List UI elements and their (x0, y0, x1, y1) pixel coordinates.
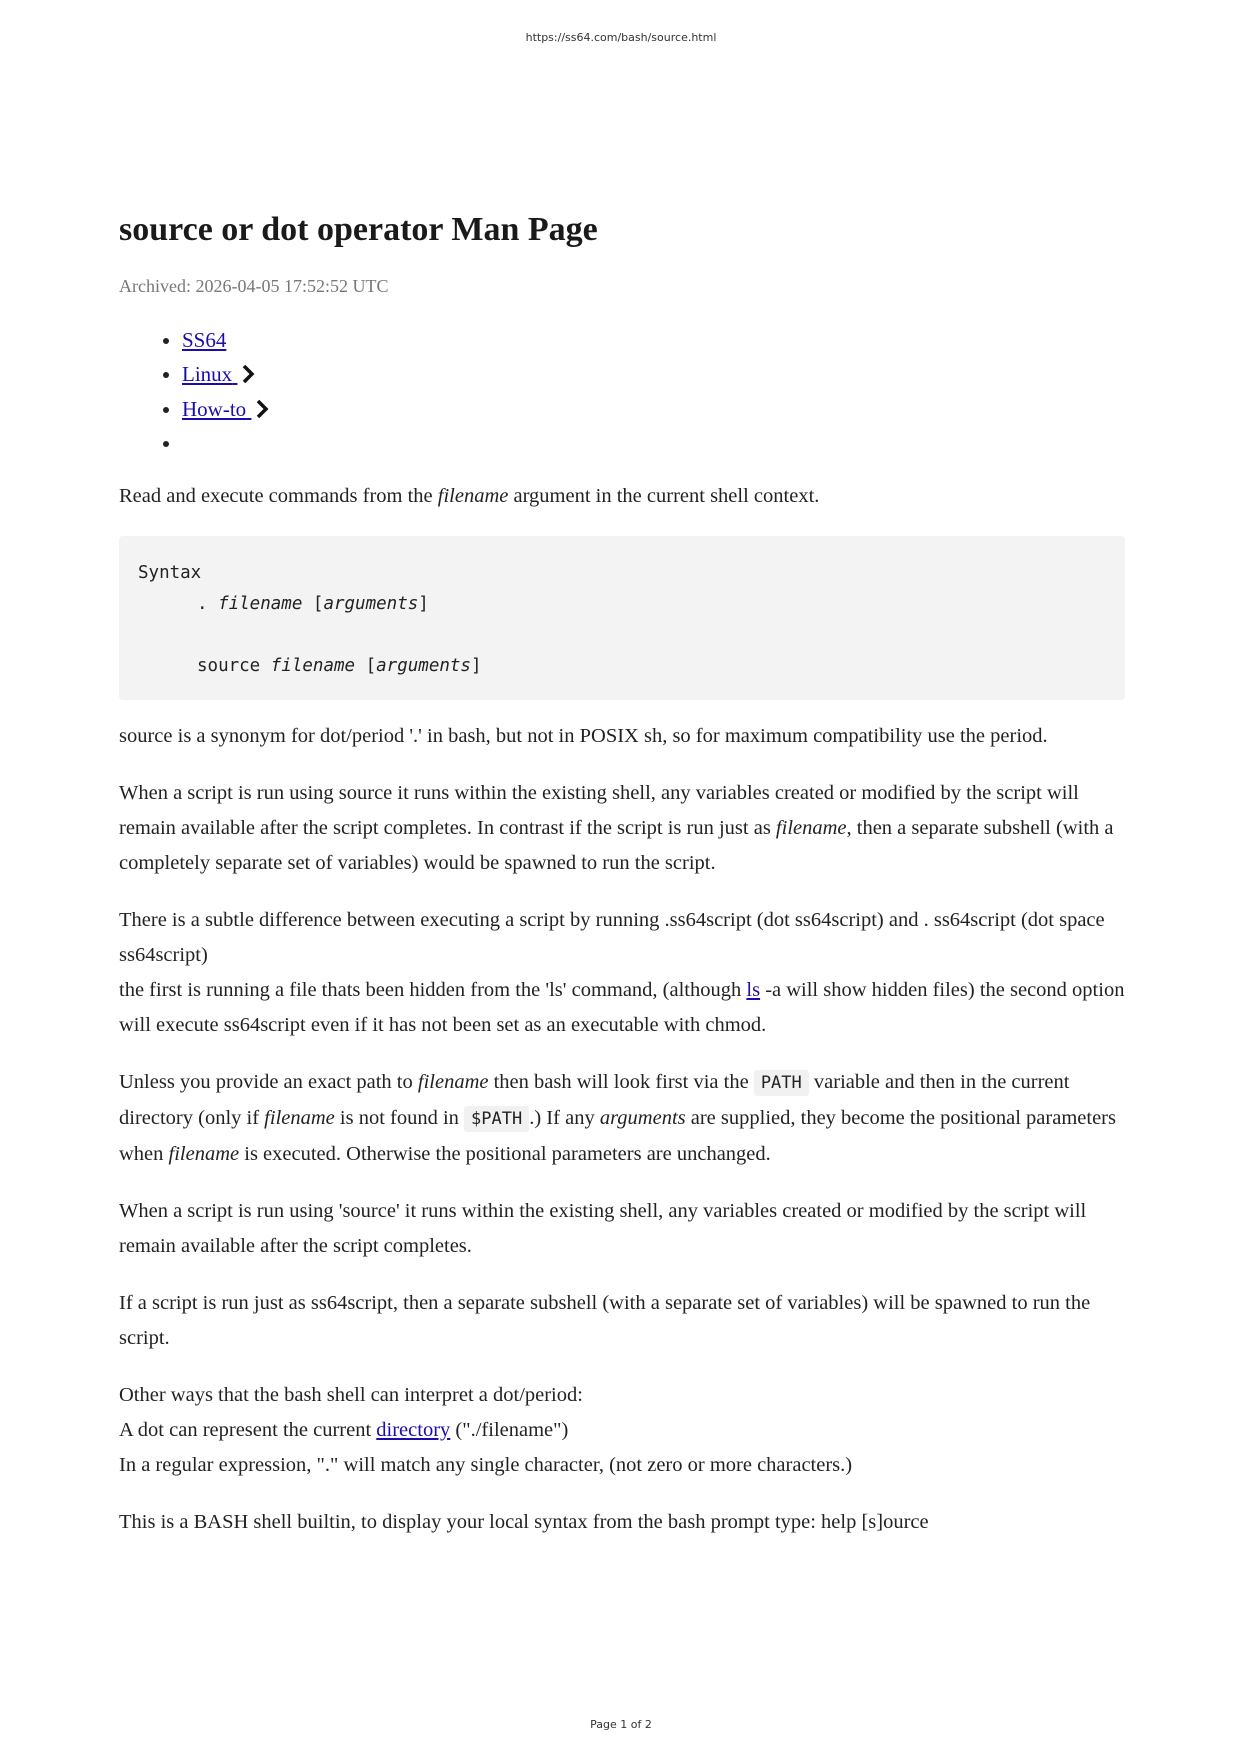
chevron-right-icon (255, 399, 269, 419)
print-header-url: https://ss64.com/bash/source.html (525, 31, 717, 44)
syntax-block (119, 536, 1125, 700)
syntax-line-source: source filename [arguments] (197, 655, 482, 676)
syntax-heading: Syntax (138, 562, 202, 583)
path-paragraph: Unless you provide an exact path to filename then bash will look first via the PATH variable and then in the current directory (only if filename is not found in $PATH .) If any arguments are supplied, they become the positional parameters when filename is executed. Otherwise the positional parameters are unchanged. (119, 1070, 1116, 1165)
page-title: source or dot operator Man Page (119, 211, 598, 248)
other-ways-paragraph: Other ways that the bash shell can interpret a dot/period: A dot can represent the current directory ("./filename") In a regular expression, "." will match any single character, (not zero or more characters.) (119, 1383, 853, 1476)
breadcrumb-link-ss64[interactable]: SS64 (182, 327, 227, 352)
difference-paragraph: There is a subtle difference between executing a script by running .ss64script (dot ss64script) and . ss64script (dot space ss64script) the first is running a file thats been hidden from the 'ls' command, (although ls -a will show hidden files) the second option will execute ss64script even if it has not been set as an executable with chmod. (119, 908, 1125, 1036)
subshell-paragraph: When a script is run using source it runs within the existing shell, any variables created or modified by the script will remain available after the script completes. In contrast if the script is run just as filename, then a separate subshell (with a completely separate set of variables) would be spawned to run the script. (119, 781, 1114, 874)
breadcrumb-item-ss64 (182, 323, 1125, 358)
breadcrumb-link-linux[interactable]: Linux (182, 362, 233, 387)
intro-paragraph: Read and execute commands from the filename argument in the current shell context. (119, 484, 820, 507)
syntax-line-dot: . filename [arguments] (197, 593, 429, 614)
directory-link[interactable]: directory (376, 1418, 451, 1441)
synonym-paragraph: source is a synonym for dot/period '.' in bash, but not in POSIX sh, so for maximum compatibility use the period. (119, 724, 1048, 747)
breadcrumb-link-howto[interactable]: How-to (182, 396, 247, 421)
breadcrumb (119, 323, 1125, 461)
chevron-right-icon (241, 364, 255, 384)
builtin-paragraph: This is a BASH shell builtin, to display your local syntax from the bash prompt type: help [s]ource (119, 1510, 929, 1533)
source-quote-paragraph: When a script is run using 'source' it runs within the existing shell, any variables created or modified by the script will remain available after the script completes. (119, 1199, 1087, 1257)
separate-subshell-paragraph: If a script is run just as ss64script, then a separate subshell (with a separate set of variables) will be spawned to run the script. (119, 1291, 1091, 1349)
page-content (119, 210, 1125, 1540)
breadcrumb-item-empty (182, 426, 1125, 461)
breadcrumb-item-howto (182, 392, 1125, 427)
path-inline-code: PATH (754, 1070, 809, 1096)
ls-link[interactable]: ls (746, 978, 761, 1001)
print-footer-page-number: Page 1 of 2 (590, 1718, 652, 1731)
breadcrumb-item-linux (182, 357, 1125, 392)
archived-timestamp: Archived: 2026-04-05 17:52:52 UTC (119, 275, 389, 296)
dollar-path-inline-code: $PATH (464, 1106, 529, 1132)
